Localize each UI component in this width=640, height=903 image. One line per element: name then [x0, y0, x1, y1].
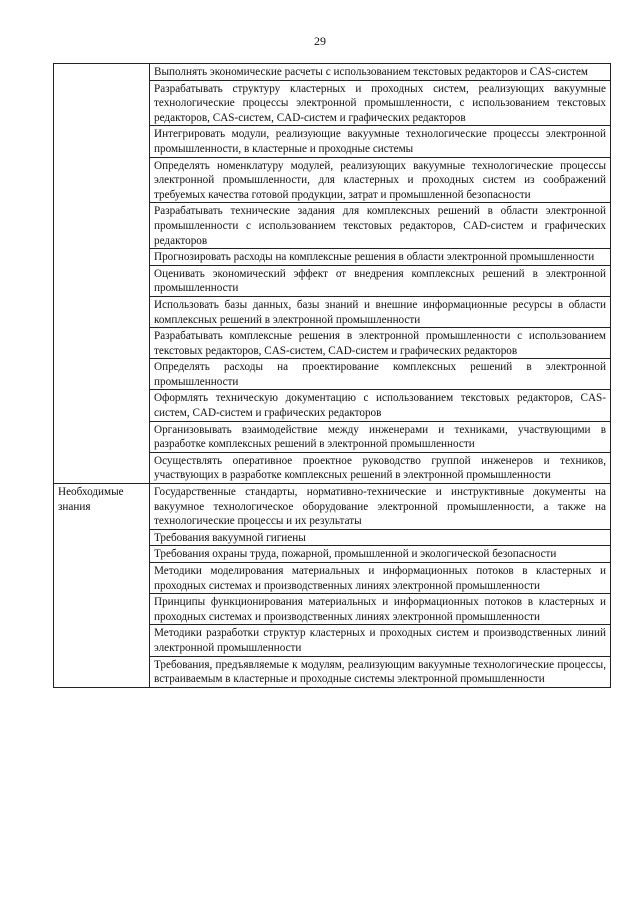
row-text: Определять номенклатуру модулей, реализующих вакуумные технологические процессы электронной промышленности, для кластерных и проходных систем из соображений требуемых качества готовой продукции, затрат и промышленной безопасности	[154, 159, 606, 201]
row-text: Организовывать взаимодействие между инженерами и техниками, участвующими в разработке комплексных решений в электронной промышленности	[154, 423, 606, 451]
row-text-cell	[150, 594, 611, 625]
row-text: Разрабатывать технические задания для комплексных решений в области электронной промышленности с использованием текстовых редакторов, CAD-систем и графических редакторов	[154, 205, 606, 247]
row-text: Требования, предъявляемые к модулям, реализующим вакуумные технологические процессы, встраиваемым в кластерные и проходные системы электронной промышленности	[154, 658, 606, 686]
row-text: Разрабатывать комплексные решения в электронной промышленности с использованием текстовых редакторов, CAS-систем, CAD-систем и графических редакторов	[154, 330, 606, 357]
row-text-cell	[150, 546, 611, 563]
row-text: Государственные стандарты, нормативно-технические и инструктивные документы на вакуумное технологическое оборудование электронной промышленности, а также на технологические процессы и их результаты	[154, 486, 606, 528]
page-number: 29	[314, 34, 326, 48]
row-text: Разрабатывать структуру кластерных и проходных систем, реализующих вакуумные технологические процессы электронной промышленности, с использованием текстовых редакторов, CAS-систем, CAD-систем и графических редакторов	[154, 82, 606, 124]
row-text-cell	[150, 265, 611, 296]
row-text: Выполнять экономические расчеты с использованием текстовых редакторов и CAS-систем	[154, 66, 589, 78]
row-text: Оценивать экономический эффект от внедрения комплексных решений в электронной промышленности	[154, 267, 606, 295]
row-text-cell	[150, 625, 611, 656]
row-text-cell	[150, 529, 611, 546]
row-label: Необходимые знания	[58, 486, 124, 513]
row-text-cell	[150, 126, 611, 157]
row-text-cell	[150, 421, 611, 452]
row-text-cell	[150, 249, 611, 266]
row-text: Требования вакуумной гигиены	[154, 531, 306, 544]
row-text-cell	[150, 80, 611, 126]
row-text: Принципы функционирования материальных и информационных потоков в кластерных и проходных системах и производственных линиях электронной промышленности	[154, 596, 606, 623]
row-text-cell	[150, 656, 611, 687]
row-text: Оформлять техническую документацию с использованием текстовых редакторов, CAS-систем, CAD-систем и графических редакторов	[154, 392, 606, 420]
row-text: Осуществлять оперативное проектное руководство группой инженеров и техников, участвующих в разработке комплексных решений в электронной промышленности	[154, 454, 606, 482]
row-text-cell	[150, 390, 611, 421]
row-text-cell	[150, 452, 611, 483]
requirements-table	[53, 63, 611, 688]
knowledge-label-cell	[54, 484, 150, 688]
row-text: Методики разработки структур кластерных и проходных систем и производственных линий электронной промышленности	[154, 627, 606, 654]
row-text-cell	[150, 328, 611, 359]
row-text-cell	[150, 359, 611, 390]
table-row	[54, 484, 611, 530]
row-text-cell	[150, 296, 611, 327]
row-text: Прогнозировать расходы на комплексные решения в области электронной промышленности	[154, 251, 595, 264]
row-text: Требования охраны труда, пожарной, промышленной и экологической безопасности	[154, 548, 557, 561]
row-text-cell	[150, 203, 611, 249]
row-text: Определять расходы на проектирование комплексных решений в электронной промышленности	[154, 361, 606, 388]
row-text-cell	[150, 64, 611, 81]
row-text: Методики моделирования материальных и информационных потоков в кластерных и проходных системах и производственных линиях электронной промышленности	[154, 565, 606, 592]
row-text: Использовать базы данных, базы знаний и внешние информационные ресурсы в области комплексных решений в электронной промышленности	[154, 298, 606, 326]
table-row	[54, 64, 611, 81]
row-text-cell	[150, 157, 611, 203]
row-text: Интегрировать модули, реализующие вакуумные технологические процессы электронной промышленности, в кластерные и проходные системы	[154, 128, 606, 155]
row-text-cell	[150, 563, 611, 594]
row-text-cell	[150, 484, 611, 530]
skills-label-cell	[54, 64, 150, 484]
